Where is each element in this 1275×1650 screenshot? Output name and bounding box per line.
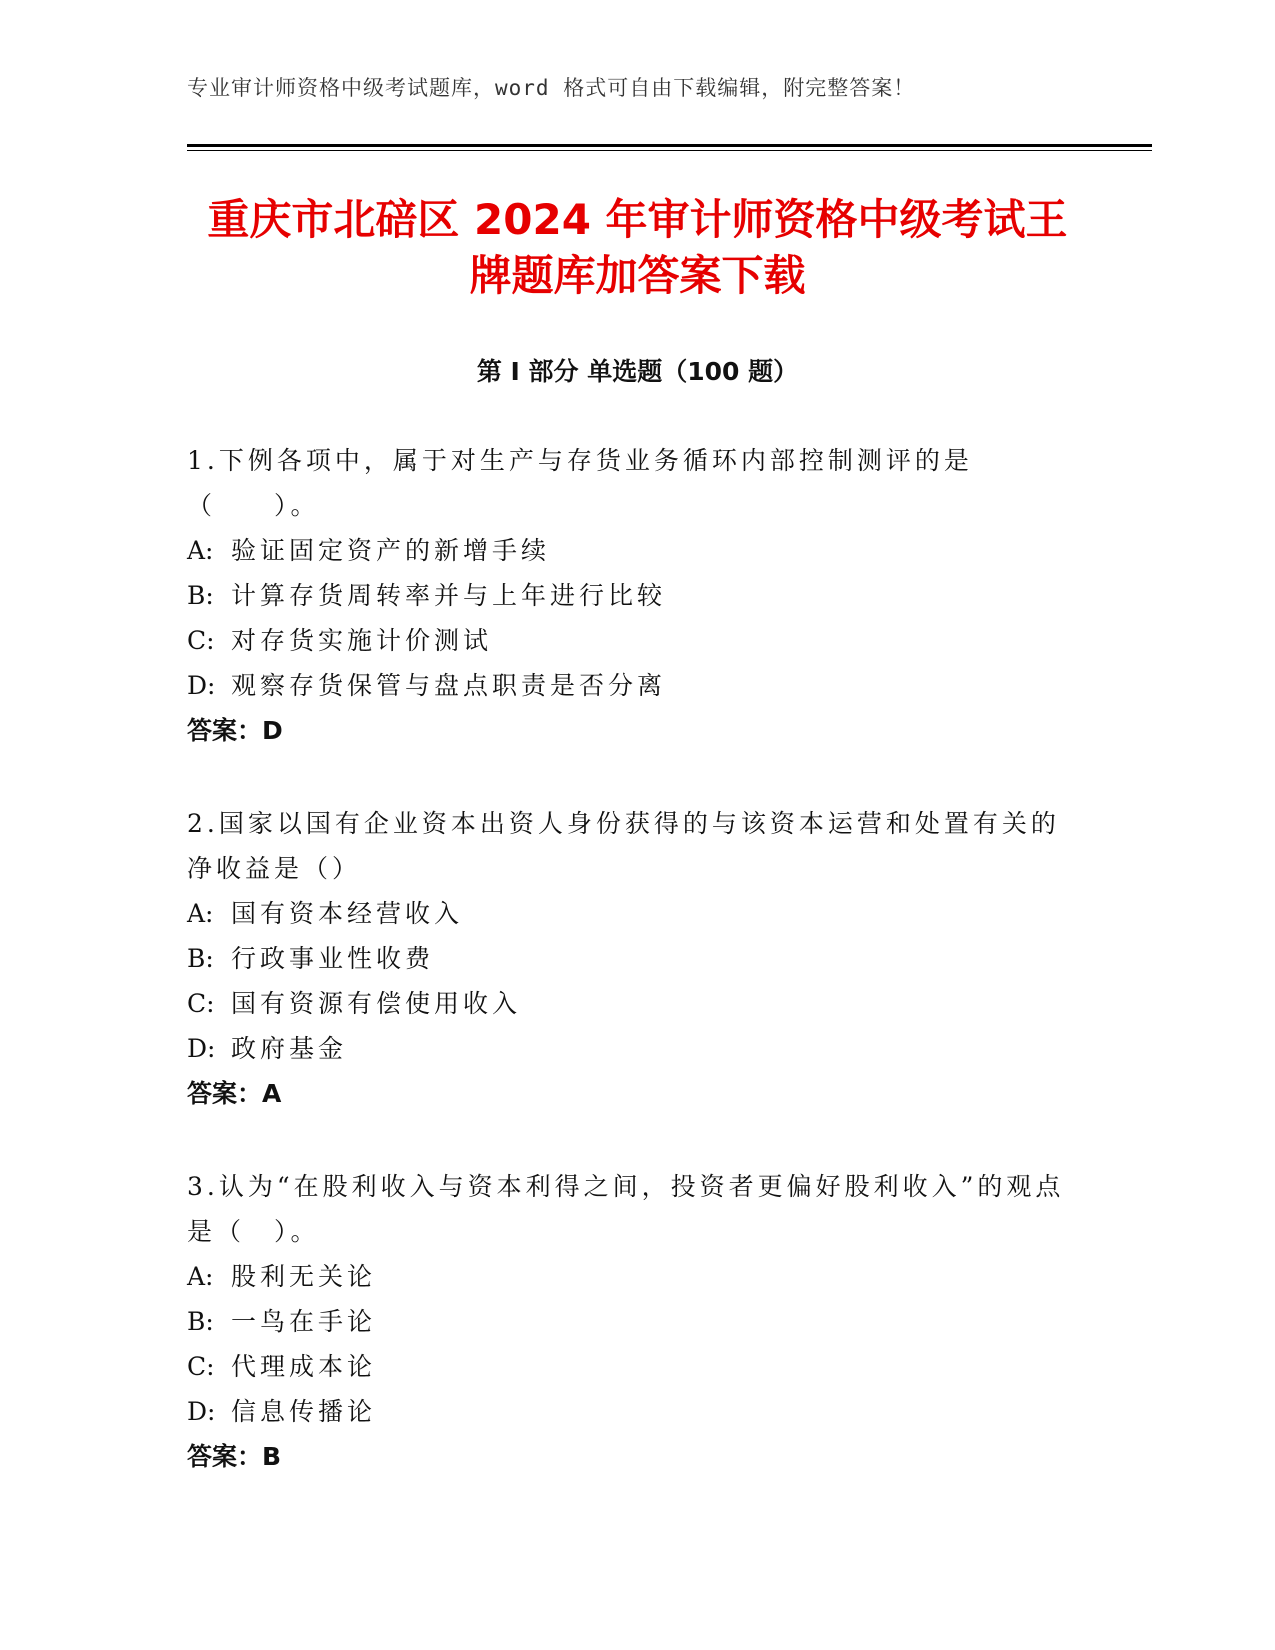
option-letter: B: (187, 1307, 214, 1336)
question-text: 2.国家以国有企业资本出资人身份获得的与该资本运营和处置有关的净收益是（） (187, 809, 1060, 883)
option-text: 国有资源有偿使用收入 (231, 989, 522, 1018)
option-letter: A: (187, 536, 214, 565)
option-text: 代理成本论 (231, 1352, 377, 1381)
option-letter: C: (187, 626, 215, 655)
option-b (187, 1299, 1067, 1344)
option-letter: D: (187, 671, 216, 700)
option-text: 观察存货保管与盘点职责是否分离 (231, 671, 667, 700)
answer: 答案：B (187, 1442, 282, 1471)
question-3 (187, 1164, 1067, 1479)
option-a (187, 1254, 1067, 1299)
option-letter: D: (187, 1034, 216, 1063)
question-text: 1.下例各项中，属于对生产与存货业务循环内部控制测评的是（ ）。 (187, 446, 973, 520)
option-c (187, 981, 1067, 1026)
question-2 (187, 801, 1067, 1116)
option-b (187, 573, 1067, 618)
option-c (187, 1344, 1067, 1389)
option-letter: B: (187, 581, 214, 610)
option-text: 行政事业性收费 (231, 944, 435, 973)
option-c (187, 618, 1067, 663)
option-text: 验证固定资产的新增手续 (231, 536, 551, 565)
question-list (187, 438, 1067, 1527)
header-rule-thin (187, 150, 1152, 151)
option-d (187, 663, 1067, 708)
title-line-2: 牌题库加答案下载 (469, 251, 806, 300)
option-text: 政府基金 (231, 1034, 348, 1063)
title-line-1: 重庆市北碚区 2024 年审计师资格中级考试王 (207, 195, 1068, 244)
document-title (150, 192, 1125, 304)
option-d (187, 1389, 1067, 1434)
option-text: 对存货实施计价测试 (231, 626, 493, 655)
option-letter: B: (187, 944, 214, 973)
header-note: 专业审计师资格中级考试题库，word 格式可自由下载编辑，附完整答案！ (187, 76, 916, 100)
option-letter: C: (187, 989, 215, 1018)
header-rule-thick (187, 144, 1152, 147)
option-text: 股利无关论 (231, 1262, 377, 1291)
option-d (187, 1026, 1067, 1071)
section-heading: 第 I 部分 单选题（100 题） (476, 357, 799, 386)
option-a (187, 528, 1067, 573)
option-letter: C: (187, 1352, 215, 1381)
option-letter: A: (187, 899, 214, 928)
option-letter: D: (187, 1397, 216, 1426)
answer: 答案：D (187, 716, 283, 745)
question-text: 3.认为“在股利收入与资本利得之间，投资者更偏好股利收入”的观点是（ ）。 (187, 1172, 1065, 1246)
option-text: 一鸟在手论 (231, 1307, 377, 1336)
answer: 答案：A (187, 1079, 282, 1108)
option-b (187, 936, 1067, 981)
option-letter: A: (187, 1262, 214, 1291)
option-text: 信息传播论 (231, 1397, 377, 1426)
option-a (187, 891, 1067, 936)
option-text: 国有资本经营收入 (231, 899, 464, 928)
option-text: 计算存货周转率并与上年进行比较 (231, 581, 667, 610)
question-1 (187, 438, 1067, 753)
